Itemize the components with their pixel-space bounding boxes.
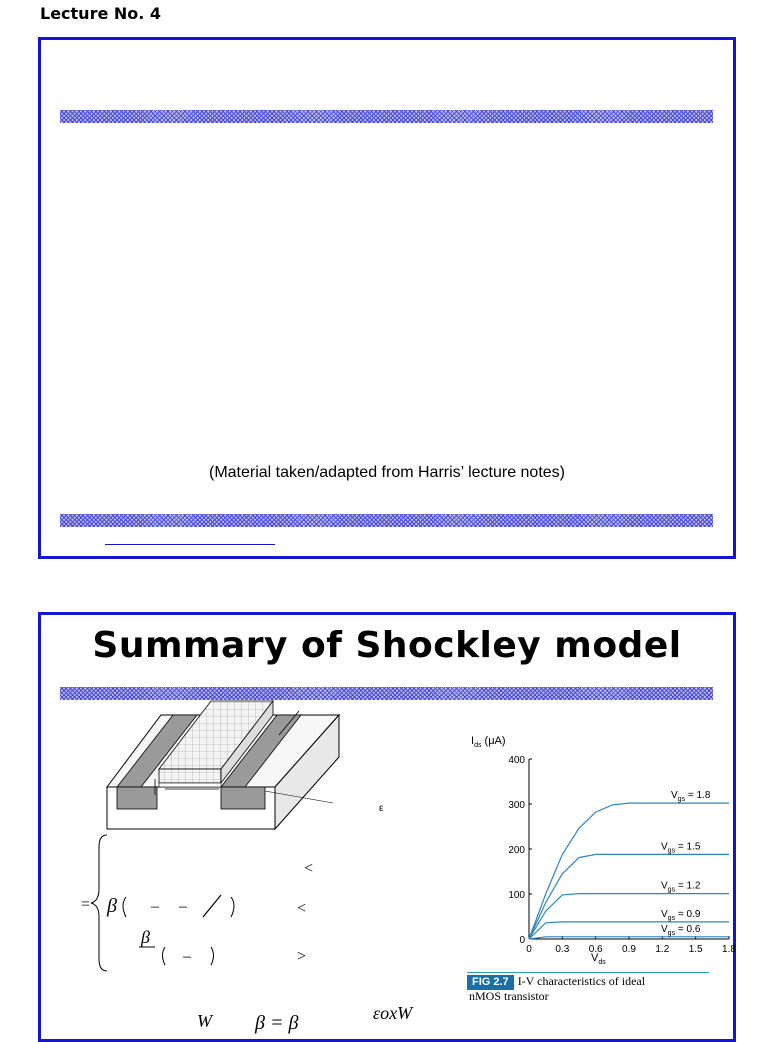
x-tick-label: 0.6 bbox=[588, 944, 603, 955]
relation-3: > bbox=[297, 948, 307, 965]
operator-1: – bbox=[151, 898, 159, 915]
slide-1 bbox=[38, 37, 736, 559]
slide-2 bbox=[38, 612, 736, 1042]
caption-line-2: nMOS transistor bbox=[469, 989, 549, 1003]
title-divider bbox=[60, 110, 713, 123]
piecewise-equation bbox=[79, 833, 379, 973]
hyperlink-underline[interactable] bbox=[105, 544, 275, 545]
footer-divider bbox=[60, 514, 713, 527]
y-tick-label: 200 bbox=[508, 845, 525, 856]
series-label-1: $V_{gs} = 1.8$ bbox=[671, 790, 711, 804]
x-axis-label: $V_{ds}$ bbox=[591, 952, 606, 966]
relation-2: < bbox=[297, 900, 307, 917]
beta-formula bbox=[55, 1005, 475, 1035]
y-tick-label: 100 bbox=[508, 890, 525, 901]
y-tick-label: 300 bbox=[508, 800, 525, 811]
formula-w: W bbox=[197, 1011, 212, 1031]
operator-2: – bbox=[179, 898, 187, 915]
lecture-label: Lecture No. 4 bbox=[40, 4, 162, 23]
credit-text: (Material taken/adapted from Harris’ lecture notes) bbox=[209, 464, 565, 481]
series-label-3: $V_{gs} = 1.2$ bbox=[661, 880, 701, 894]
beta-symbol-1: β bbox=[107, 895, 117, 917]
figure-badge: FIG 2.7 bbox=[467, 975, 514, 990]
formula-beta: β = β bbox=[255, 1012, 299, 1034]
y-tick-label: 400 bbox=[508, 755, 525, 766]
relation-1: < bbox=[304, 860, 314, 877]
y-axis-label: $I_{ds}$ (μA) bbox=[471, 735, 506, 749]
caption-line-1: I-V characteristics of ideal bbox=[517, 974, 646, 988]
x-tick-label: 1.5 bbox=[688, 944, 703, 955]
mosfet-diagram bbox=[101, 695, 351, 835]
x-tick-label: 0.3 bbox=[555, 944, 570, 955]
epsilon-mark: ε bbox=[379, 803, 384, 814]
operator-3: – bbox=[183, 948, 191, 965]
series-label-4: $V_{gs} = 0.9$ bbox=[661, 908, 701, 922]
x-tick-label: 1.8 bbox=[722, 944, 736, 955]
formula-eps: εoxW bbox=[373, 1003, 413, 1023]
equals-sign: = bbox=[81, 896, 91, 913]
series-label-5: $V_{gs} = 0.6$ bbox=[661, 923, 701, 937]
slash-mark bbox=[203, 895, 221, 917]
iv-chart bbox=[451, 729, 736, 969]
slide-title: Summary of Shockley model bbox=[92, 625, 682, 666]
figure-caption bbox=[467, 972, 709, 1003]
x-tick-label: 1.2 bbox=[655, 944, 670, 955]
beta-symbol-2: β bbox=[141, 927, 150, 947]
y-tick-label: 0 bbox=[519, 935, 525, 946]
x-tick-label: 0 bbox=[526, 944, 532, 955]
x-tick-label: 0.9 bbox=[622, 944, 636, 955]
series-label-2: $V_{gs} = 1.5$ bbox=[661, 841, 701, 855]
